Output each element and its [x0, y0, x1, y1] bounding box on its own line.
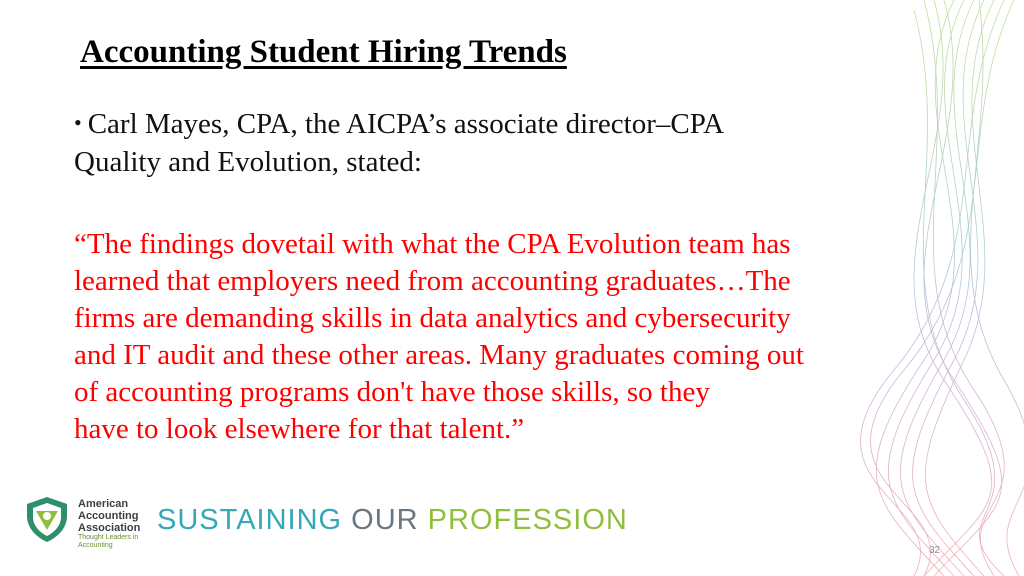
page-number: 32: [929, 545, 941, 556]
footer: [22, 494, 662, 550]
logo-line: Association: [78, 522, 141, 534]
bullet-line-2: Quality and Evolution, stated:: [74, 146, 422, 178]
quote-line: of accounting programs don't have those skills, so they: [74, 376, 710, 408]
bullet-line-1: Carl Mayes, CPA, the AICPA’s associate director–CPA: [87, 108, 725, 140]
aaa-logo-icon: [22, 494, 72, 544]
banner-word: OUR: [351, 504, 419, 536]
quote-line: firms are demanding skills in data analytics and cybersecurity: [74, 302, 791, 334]
slide-title: Accounting Student Hiring Trends: [80, 34, 567, 70]
quote-line: and IT audit and these other areas. Many graduates coming out: [74, 339, 804, 371]
quote-line: “The findings dovetail with what the CPA Evolution team has: [74, 228, 791, 260]
quote-line: learned that employers need from accounting graduates…The: [74, 265, 791, 297]
logo-line: Accounting: [78, 510, 139, 522]
bullet-dot-icon: •: [74, 110, 82, 135]
quote-block: [74, 226, 954, 448]
logo-tagline: Accounting: [78, 542, 113, 549]
logo-line: American: [78, 498, 129, 510]
bullet-item: [74, 104, 874, 181]
logo-text: [78, 498, 140, 550]
quote-line: have to look elsewhere for that talent.”: [74, 413, 525, 445]
logo-tagline: Thought Leaders in: [78, 534, 139, 541]
sustaining-banner: [157, 504, 628, 537]
banner-word: SUSTAINING: [157, 504, 343, 536]
banner-word: PROFESSION: [427, 504, 628, 536]
